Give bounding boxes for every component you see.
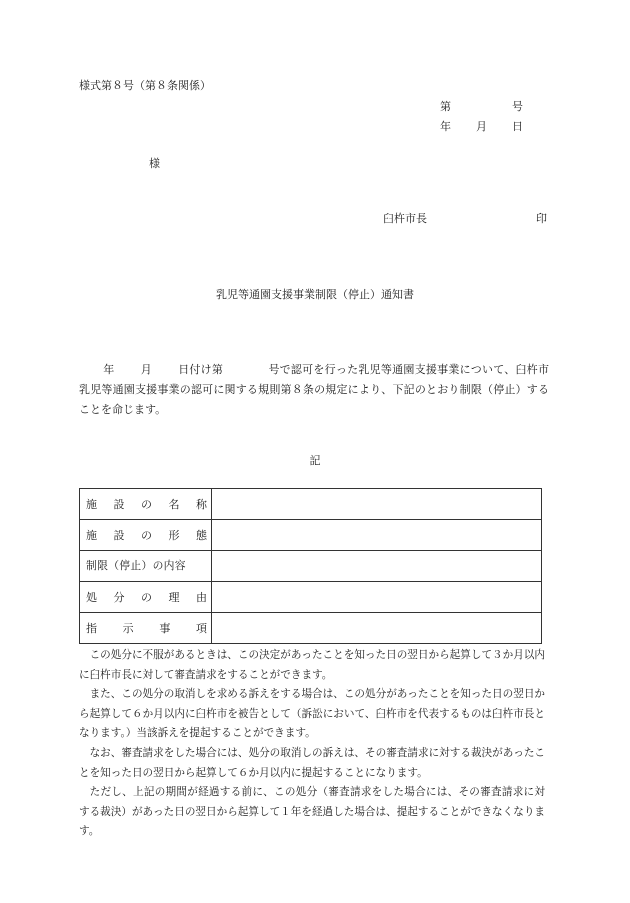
row-label [80, 582, 212, 613]
body-text: 号で認可を行った乳児等通園支援事業について、臼杵市乳児等通園支援事業の認可に関する規則第８条の規定により、下記のとおり制限（停止）することを命じます。 [79, 363, 549, 416]
body-month: 月 [140, 363, 152, 376]
label-text: 指 示 事 項 [86, 621, 207, 635]
ki-heading: 記 [309, 454, 321, 467]
row-label [80, 520, 212, 551]
row-value [212, 582, 542, 613]
details-table [79, 488, 542, 644]
issuer-name: 臼杵市長 [383, 212, 427, 225]
note-paragraph: また、この処分の取消しを求める訴えをする場合は、この処分があったことを知った日の翌日から起算して６か月以内に臼杵市を被告として（訴訟において、臼杵市を代表するものは臼杵市長となります。）当該訴えを提起することができます。 [79, 688, 546, 740]
date-month-label: 月 [476, 120, 487, 133]
table-row [80, 582, 542, 613]
note-paragraph: ただし、上記の期間が経過する前に、この処分（審査請求をした場合には、その審査請求に対する裁決）があった日の翌日から起算して１年を経過した場合は、提起することができなくなります。 [79, 786, 546, 838]
label-text: 処 分 の 理 由 [86, 590, 207, 604]
row-label [80, 551, 212, 582]
note-paragraph: なお、審査請求をした場合には、処分の取消しの訴えは、その審査請求に対する裁決があったことを知った日の翌日から起算して６か月以内に提起することになります。 [79, 746, 546, 779]
label-text: 施 設 の 名 称 [86, 497, 207, 511]
appeal-notes [79, 646, 545, 842]
date-day-label: 日 [512, 120, 523, 133]
row-value [212, 489, 542, 520]
note-paragraph: この処分に不服があるときは、この決定があったことを知った日の翌日から起算して３か月以内に臼杵市長に対して審査請求をすることができます。 [79, 649, 546, 681]
document-number-label: 第 [440, 100, 451, 113]
document-number-suffix: 号 [512, 100, 523, 113]
table-row [80, 520, 542, 551]
body-year: 年 [103, 363, 115, 376]
row-label [80, 489, 212, 520]
label-text: 制限（停止）の内容 [86, 558, 186, 572]
body-dated: 日付け第 [177, 363, 224, 376]
row-value [212, 613, 542, 644]
table-row [80, 551, 542, 582]
table-row [80, 489, 542, 520]
table-row [80, 613, 542, 644]
row-label [80, 613, 212, 644]
document-title: 乳児等通園支援事業制限（停止）通知書 [216, 288, 414, 301]
body-paragraph [79, 360, 549, 420]
label-text: 施 設 の 形 態 [86, 528, 207, 542]
date-year-label: 年 [440, 120, 451, 133]
row-value [212, 520, 542, 551]
form-number: 様式第８号（第８条関係） [79, 79, 211, 92]
row-value [212, 551, 542, 582]
seal-mark: 印 [536, 212, 547, 225]
addressee-honorific: 様 [149, 157, 160, 170]
